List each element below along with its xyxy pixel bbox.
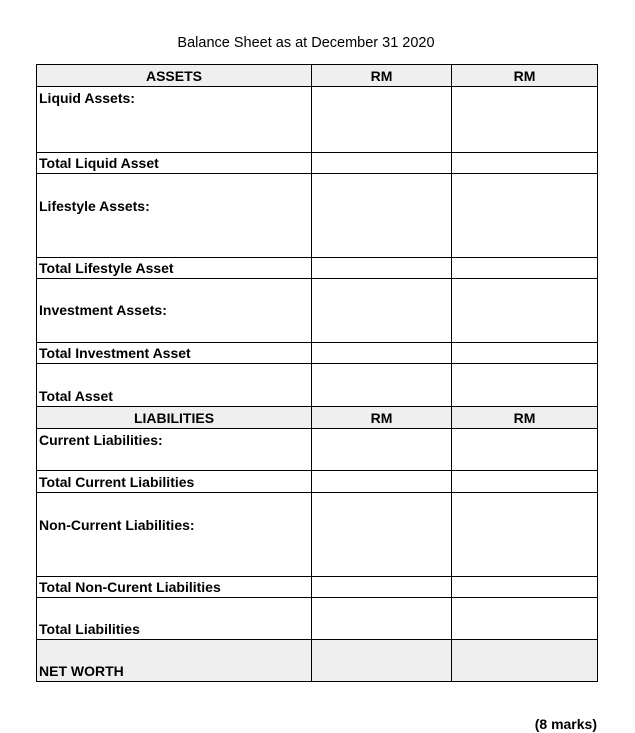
table-row — [37, 471, 598, 493]
total-asset-label: Total Asset — [37, 364, 312, 407]
noncurrent-liabilities-label: Non-Current Liabilities: — [37, 493, 312, 577]
liabilities-rm-header: RM — [312, 407, 452, 429]
investment-assets-label: Investment Assets: — [37, 279, 312, 343]
total-current-label: Total Current Liabilities — [37, 471, 312, 493]
total-noncurrent-label: Total Non-Curent Liabilities — [37, 577, 312, 598]
assets-rm-header: RM — [312, 65, 452, 87]
current-liabilities-value[interactable] — [312, 429, 452, 471]
total-current-value-2[interactable] — [452, 471, 598, 493]
liabilities-rm-header-2: RM — [452, 407, 598, 429]
liquid-assets-label: Liquid Assets: — [37, 87, 312, 153]
total-liquid-value-2[interactable] — [452, 153, 598, 174]
liquid-assets-value[interactable] — [312, 87, 452, 153]
table-row — [37, 493, 598, 577]
lifestyle-assets-value[interactable] — [312, 174, 452, 258]
table-row — [37, 87, 598, 153]
total-current-value[interactable] — [312, 471, 452, 493]
total-liabilities-value[interactable] — [312, 598, 452, 640]
total-investment-value[interactable] — [312, 343, 452, 364]
table-row — [37, 343, 598, 364]
noncurrent-liabilities-value-2[interactable] — [452, 493, 598, 577]
total-liabilities-label: Total Liabilities — [37, 598, 312, 640]
current-liabilities-value-2[interactable] — [452, 429, 598, 471]
lifestyle-assets-label: Lifestyle Assets: — [37, 174, 312, 258]
table-row — [37, 429, 598, 471]
current-liabilities-label: Current Liabilities: — [37, 429, 312, 471]
liabilities-header-row — [37, 407, 598, 429]
net-worth-value[interactable] — [312, 640, 452, 682]
net-worth-value-2[interactable] — [452, 640, 598, 682]
assets-header: ASSETS — [37, 65, 312, 87]
net-worth-label: NET WORTH — [37, 640, 312, 682]
total-liabilities-value-2[interactable] — [452, 598, 598, 640]
table-row — [37, 577, 598, 598]
assets-rm-header-2: RM — [452, 65, 598, 87]
page-title: Balance Sheet as at December 31 2020 — [177, 35, 435, 51]
table-row — [37, 174, 598, 258]
liabilities-header: LIABILITIES — [37, 407, 312, 429]
table-row — [37, 153, 598, 174]
table-row — [37, 258, 598, 279]
total-investment-label: Total Investment Asset — [37, 343, 312, 364]
table-row — [37, 279, 598, 343]
total-noncurrent-value-2[interactable] — [452, 577, 598, 598]
total-liquid-value[interactable] — [312, 153, 452, 174]
investment-assets-value-2[interactable] — [452, 279, 598, 343]
balance-sheet-table — [36, 64, 598, 682]
total-investment-value-2[interactable] — [452, 343, 598, 364]
net-worth-row — [37, 640, 598, 682]
marks-label: (8 marks) — [534, 716, 597, 732]
total-lifestyle-value-2[interactable] — [452, 258, 598, 279]
total-lifestyle-value[interactable] — [312, 258, 452, 279]
total-asset-value[interactable] — [312, 364, 452, 407]
investment-assets-value[interactable] — [312, 279, 452, 343]
lifestyle-assets-value-2[interactable] — [452, 174, 598, 258]
noncurrent-liabilities-value[interactable] — [312, 493, 452, 577]
liquid-assets-value-2[interactable] — [452, 87, 598, 153]
assets-header-row — [37, 65, 598, 87]
table-row — [37, 598, 598, 640]
total-liquid-label: Total Liquid Asset — [37, 153, 312, 174]
table-row — [37, 364, 598, 407]
total-asset-value-2[interactable] — [452, 364, 598, 407]
total-noncurrent-value[interactable] — [312, 577, 452, 598]
total-lifestyle-label: Total Lifestyle Asset — [37, 258, 312, 279]
